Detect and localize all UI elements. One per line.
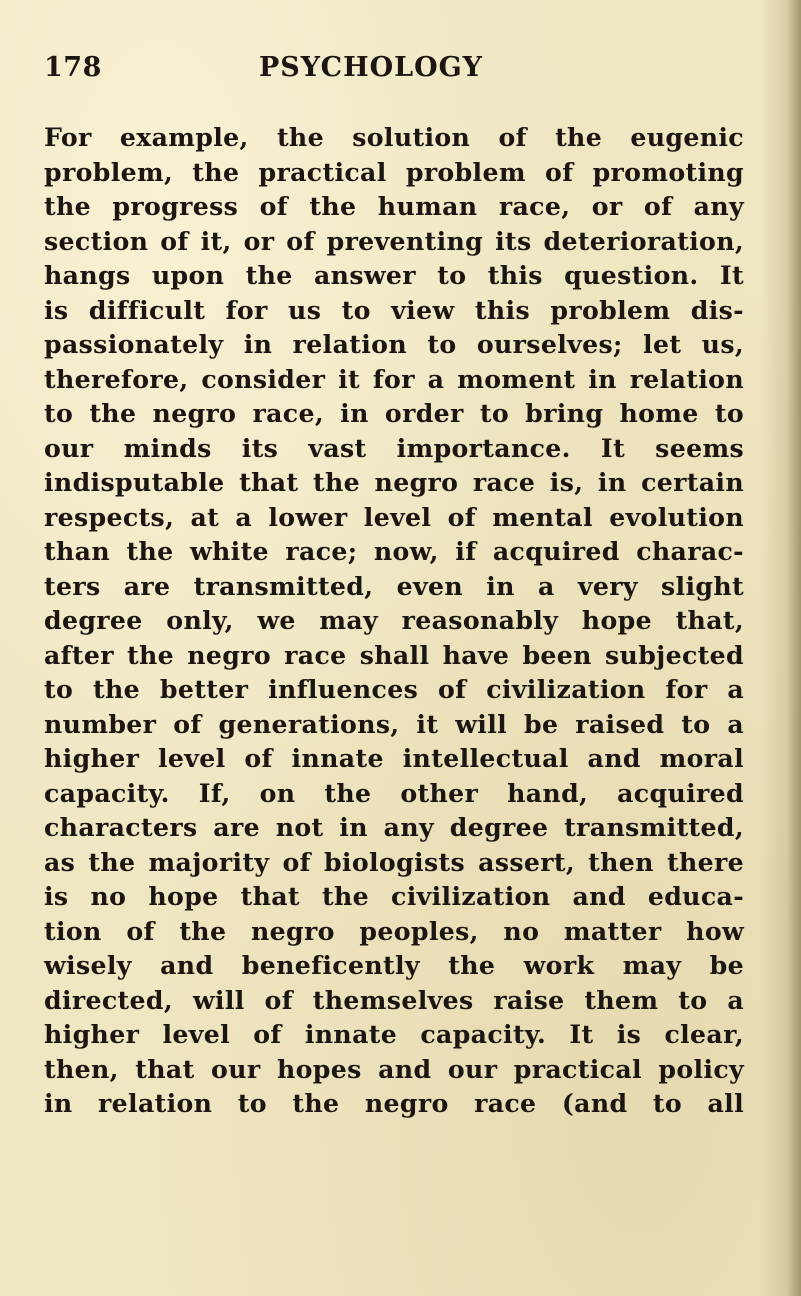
text-line: number of generations, it will be raised to a (44, 708, 744, 739)
page-edge-shadow (787, 0, 801, 1296)
text-line: degree only, we may reasonably hope that, (44, 605, 744, 635)
text-line: respects, at a lower level of mental evolution (44, 501, 744, 532)
text-line: For example, the solution of the eugenic (44, 122, 744, 152)
text-line: problem, the practical problem of promoting (44, 156, 744, 187)
text-line: to the negro race, in order to bring home to (44, 398, 744, 428)
text-line: characters are not in any degree transmitted, (44, 812, 744, 842)
running-head (44, 52, 749, 92)
text-line: as the majority of biologists assert, then there (44, 846, 744, 877)
text-line: higher level of innate capacity. It is clear, (44, 1019, 744, 1049)
text-line: than the white race; now, if acquired charac- (44, 536, 744, 566)
text-line: is no hope that the civilization and educa- (44, 881, 744, 911)
text-line: is difficult for us to view this problem dis- (44, 294, 744, 325)
text-line: wisely and beneficently the work may be (44, 950, 744, 980)
text-line: after the negro race shall have been subjected (44, 639, 744, 670)
text-line: to the better influences of civilization for a (44, 674, 744, 704)
text-line: directed, will of themselves raise them to a (44, 984, 744, 1015)
text-line: the progress of the human race, or of any (44, 191, 744, 221)
text-line: section of it, or of preventing its deterioration, (44, 225, 744, 256)
text-line: therefore, consider it for a moment in relation (44, 363, 744, 394)
text-line: then, that our hopes and our practical policy (44, 1053, 744, 1084)
text-line: tion of the negro peoples, no matter how (44, 915, 744, 946)
body-paragraph (44, 120, 744, 1121)
text-line: our minds its vast importance. It seems (44, 432, 744, 463)
running-title: PSYCHOLOGY (259, 52, 483, 83)
text-line: passionately in relation to ourselves; let us, (44, 329, 744, 359)
text-line: capacity. If, on the other hand, acquired (44, 777, 744, 808)
text-line: in relation to the negro race (and to all (44, 1088, 744, 1118)
text-line: higher level of innate intellectual and moral (44, 743, 744, 773)
page-number: 178 (44, 52, 102, 83)
text-line: indisputable that the negro race is, in certain (44, 467, 744, 497)
text-line: ters are transmitted, even in a very slight (44, 570, 744, 601)
text-line: hangs upon the answer to this question. It (44, 260, 744, 290)
